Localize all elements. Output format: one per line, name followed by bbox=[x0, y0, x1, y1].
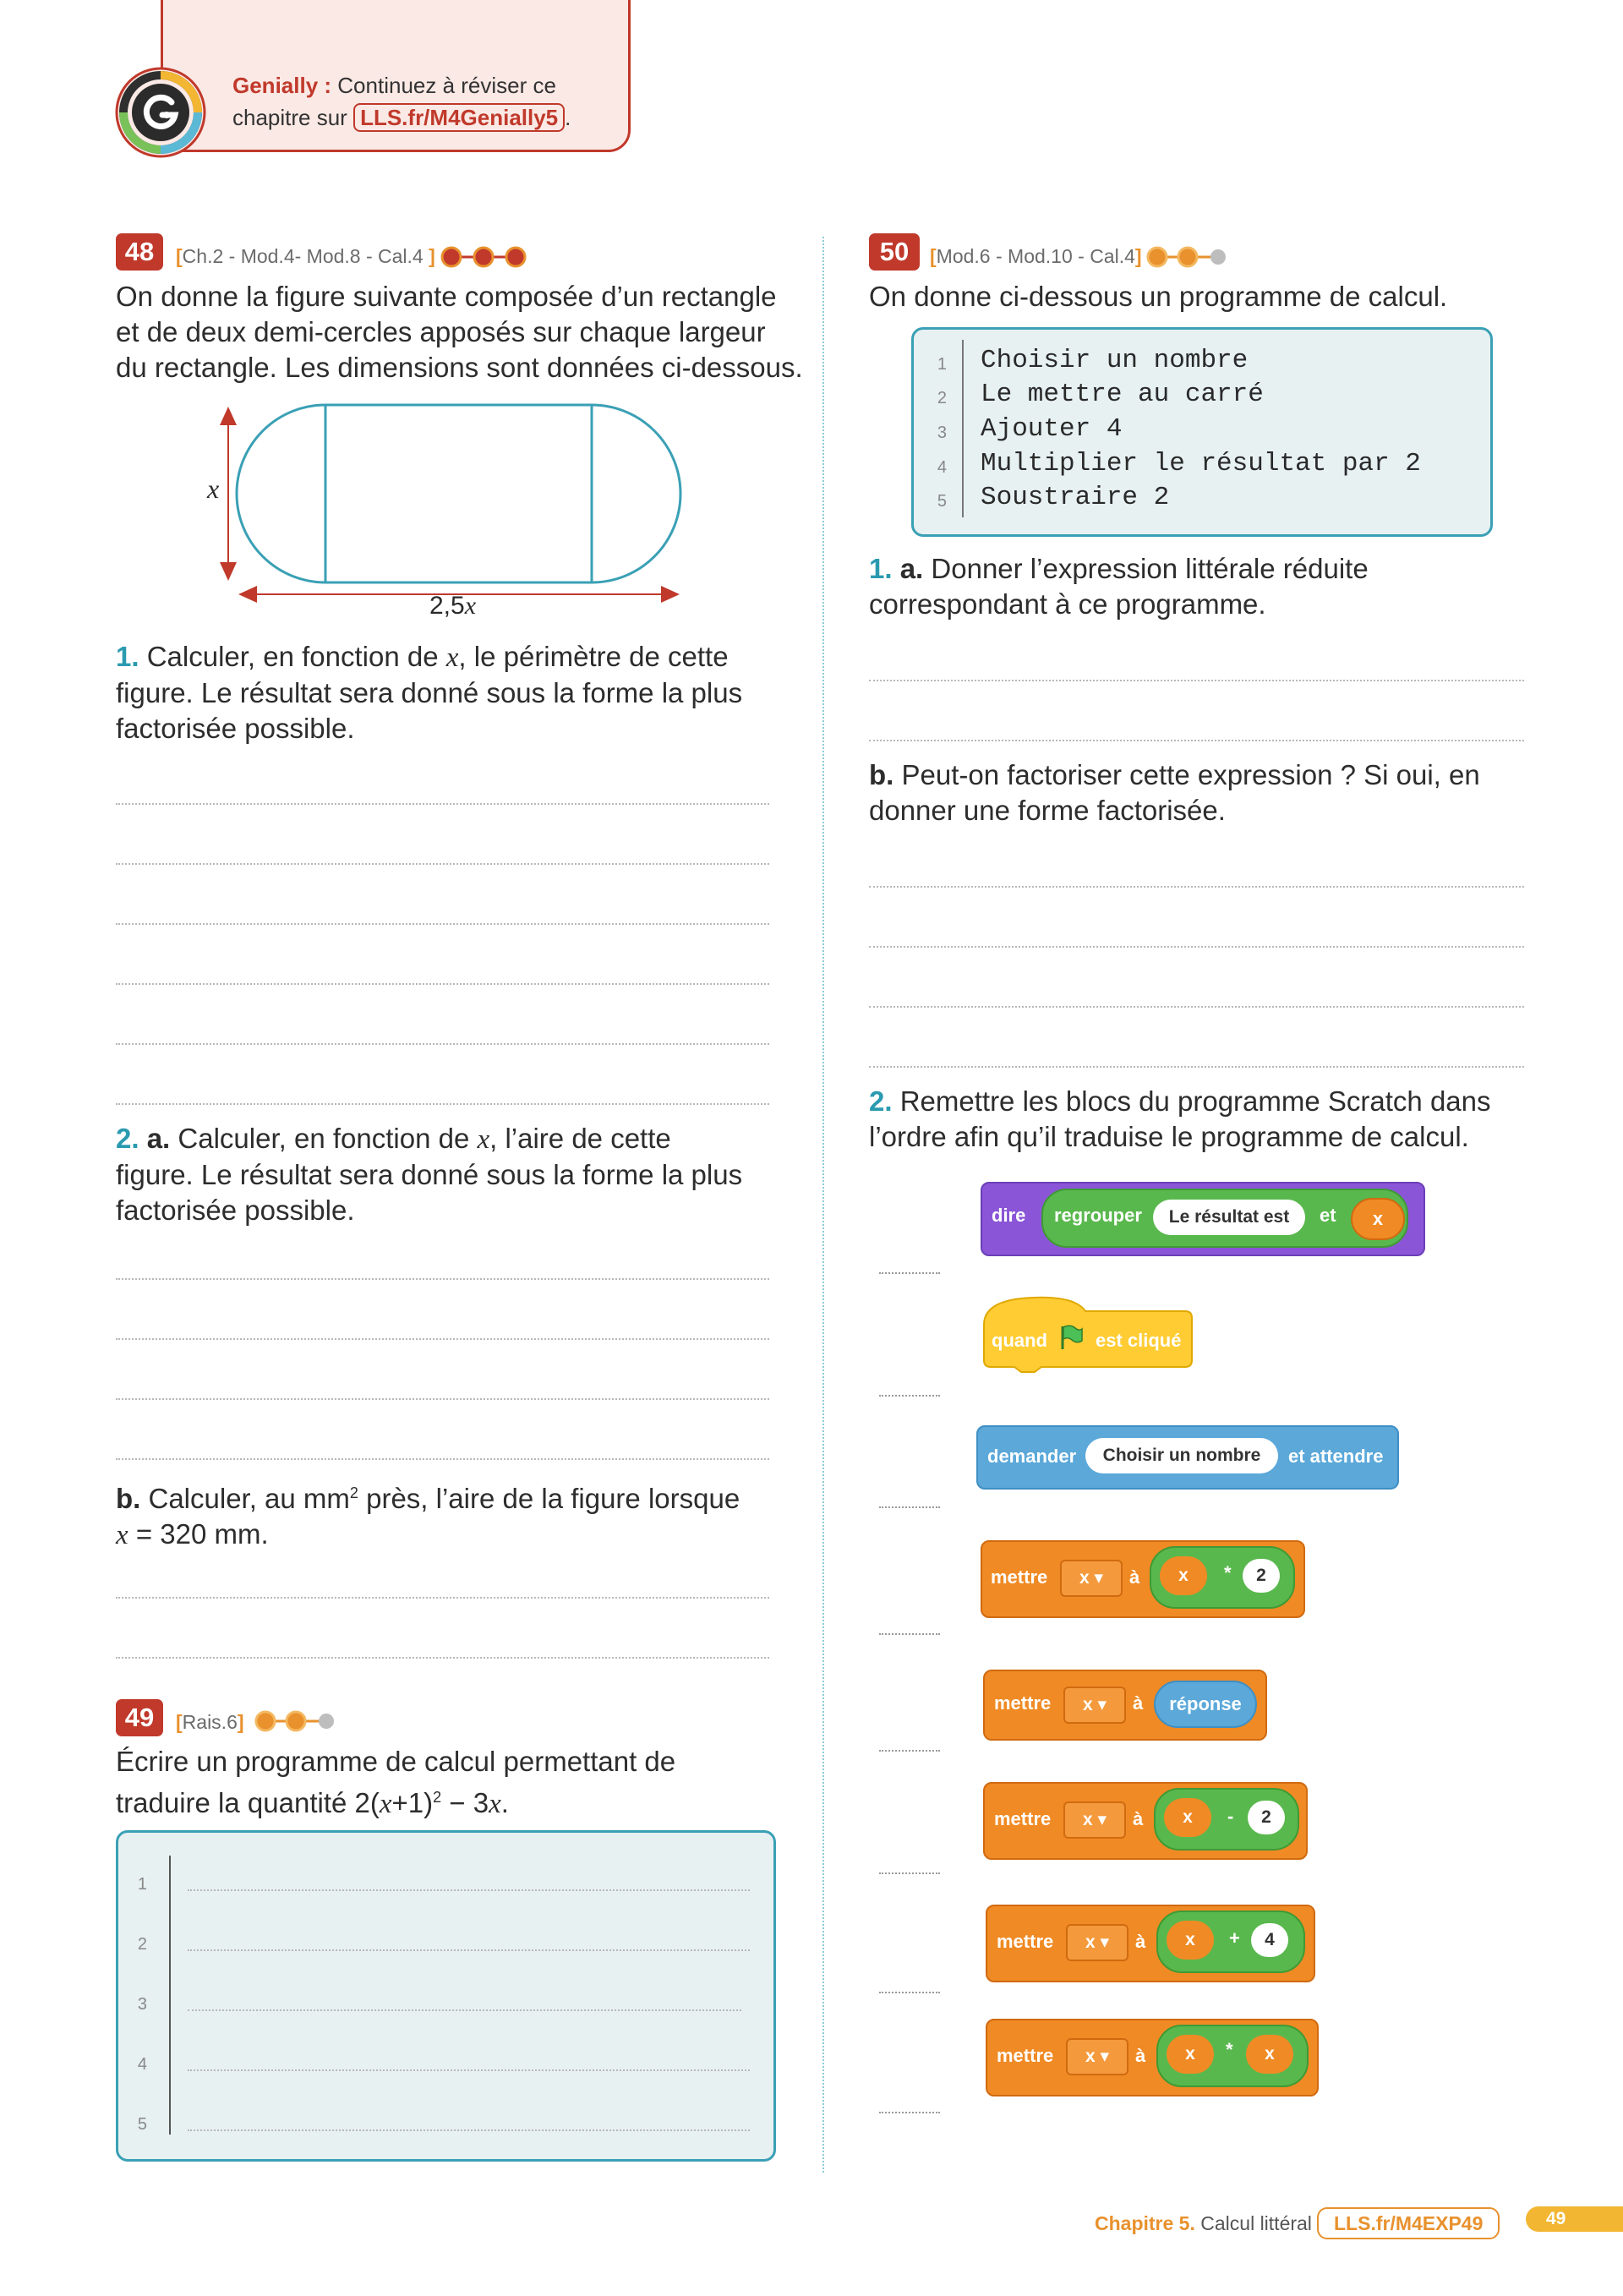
ex49-answer-line-1[interactable] bbox=[188, 1889, 750, 1891]
scratch-set-label-6: mettre bbox=[994, 1808, 1052, 1829]
scratch-op-sign-6: - bbox=[1227, 1806, 1234, 1827]
scratch-clicked-label: est cliqué bbox=[1096, 1330, 1182, 1351]
ex50-q1-line-2: correspondant à ce programme. bbox=[869, 588, 1266, 620]
ex50-difficulty-icon bbox=[1145, 245, 1230, 273]
ex49-tags: [Rais.6] bbox=[176, 1711, 244, 1733]
ex48-intro-line-3: du rectangle. Les dimensions sont données ci-dessous. bbox=[116, 352, 803, 383]
scratch-and-label: et bbox=[1320, 1205, 1336, 1226]
scratch-op-sign: * bbox=[1224, 1562, 1232, 1583]
ex50-program-divider bbox=[962, 340, 964, 517]
scratch-var-dropdown-6[interactable]: x ▾ bbox=[1063, 1801, 1126, 1839]
scratch-set-label-7: mettre bbox=[997, 1931, 1054, 1952]
genially-label: Genially : bbox=[232, 73, 332, 98]
ex48-q2b-answer-line-2[interactable] bbox=[116, 1657, 769, 1659]
column-separator bbox=[822, 237, 824, 2173]
ex50-q1-a: Donner l’expression littérale réduite bbox=[931, 553, 1369, 584]
ex48-badge: 48 bbox=[116, 233, 163, 271]
ex48-q2b-b: près, l’aire de la figure lorsque bbox=[358, 1483, 740, 1514]
scratch-when-label: quand bbox=[992, 1330, 1047, 1351]
ex48-q2-var: x bbox=[477, 1124, 490, 1155]
scratch-answer-reporter: réponse bbox=[1154, 1681, 1257, 1728]
ex50-program-num-1: 1 bbox=[937, 355, 947, 374]
ex49-line-number-3: 3 bbox=[137, 1995, 147, 2014]
scratch-to-label-5: à bbox=[1133, 1692, 1144, 1714]
ex50-q1-letter: a. bbox=[899, 553, 924, 584]
genially-text bbox=[232, 69, 571, 134]
ex49-badge: 49 bbox=[116, 1699, 163, 1736]
ex49-line-number-4: 4 bbox=[137, 2055, 147, 2074]
scratch-answer-slot-3[interactable] bbox=[879, 1506, 940, 1508]
ex50-q1a-answer-line-1[interactable] bbox=[869, 680, 1524, 681]
ex50-q2-a: Remettre les blocs du programme Scratch dans bbox=[899, 1085, 1491, 1117]
ex50-intro: On donne ci-dessous un programme de calcul. bbox=[869, 281, 1448, 312]
ex48-q2b bbox=[116, 1475, 740, 1553]
ex48-q1-answer-line-1[interactable] bbox=[116, 803, 769, 805]
scratch-var-dropdown-8[interactable]: x ▾ bbox=[1066, 2038, 1128, 2075]
ex48-width-var: x bbox=[464, 592, 477, 620]
ex50-q1a-answer-line-2[interactable] bbox=[869, 740, 1524, 741]
ex48-q1-answer-line-5[interactable] bbox=[116, 1043, 769, 1045]
scratch-op-right-8: x bbox=[1246, 2035, 1293, 2074]
ex48-q1-var: x bbox=[445, 642, 459, 673]
ex49-l2-var2: x bbox=[489, 1789, 501, 1819]
ex49-tags-text: Rais.6 bbox=[182, 1711, 238, 1733]
ex50-program-num-4: 4 bbox=[937, 458, 947, 477]
ex49-l2-var1: x bbox=[379, 1789, 392, 1819]
ex48-q1-answer-line-3[interactable] bbox=[116, 923, 769, 925]
ex48-intro-line-1: On donne la figure suivante composée d’un rectangle bbox=[116, 281, 777, 312]
scratch-var-dropdown[interactable]: x ▾ bbox=[1060, 1560, 1123, 1597]
ex48-q1-answer-line-2[interactable] bbox=[116, 863, 769, 865]
ex48-q2-num: 2. bbox=[116, 1123, 139, 1154]
scratch-to-label-6: à bbox=[1133, 1808, 1144, 1829]
ex48-q2a bbox=[116, 1121, 742, 1228]
ex50-program-line-5: Soustraire 2 bbox=[981, 483, 1170, 512]
ex50-badge: 50 bbox=[869, 233, 920, 271]
ex50-q1a bbox=[869, 551, 1369, 622]
ex49-answer-line-2[interactable] bbox=[188, 1949, 750, 1951]
ex50-program-line-2: Le mettre au carré bbox=[981, 380, 1264, 409]
ex48-q2-line-3: factorisée possible. bbox=[116, 1194, 355, 1226]
scratch-say-label: dire bbox=[992, 1205, 1026, 1226]
ex48-q1 bbox=[116, 639, 742, 746]
scratch-to-label: à bbox=[1129, 1566, 1140, 1588]
genially-text-2: chapitre sur bbox=[232, 105, 347, 130]
ex50-program-num-2: 2 bbox=[937, 389, 947, 407]
ex48-q2b-answer-line-1[interactable] bbox=[116, 1597, 769, 1599]
ex48-q1-answer-line-4[interactable] bbox=[116, 983, 769, 985]
ex48-q1-num: 1. bbox=[116, 641, 139, 672]
scratch-var-name: x bbox=[1079, 1568, 1090, 1588]
ex48-q2-letter: a. bbox=[146, 1123, 171, 1154]
ex50-program-line-3: Ajouter 4 bbox=[981, 414, 1123, 444]
ex49-l2-d: . bbox=[500, 1787, 509, 1818]
scratch-to-label-8: à bbox=[1135, 2045, 1146, 2066]
genially-end: . bbox=[565, 105, 571, 130]
ex48-q2b-eq-var: x bbox=[116, 1520, 128, 1550]
scratch-say-text: Le résultat est bbox=[1153, 1200, 1305, 1235]
scratch-var-name-5: x bbox=[1082, 1695, 1093, 1714]
ex50-q2-num: 2. bbox=[869, 1085, 893, 1117]
scratch-join-label: regrouper bbox=[1054, 1205, 1142, 1226]
ex48-q2b-sup: 2 bbox=[349, 1484, 358, 1501]
ex48-q1-a: Calculer, en fonction de bbox=[146, 641, 439, 672]
scratch-ask-text: Choisir un nombre bbox=[1085, 1438, 1278, 1473]
scratch-op-right-7: 4 bbox=[1251, 1923, 1288, 1957]
ex48-q2a-answer-line-3[interactable] bbox=[116, 1398, 769, 1400]
ex48-height-label: x bbox=[207, 473, 220, 504]
ex49-l2-sup: 2 bbox=[433, 1789, 442, 1806]
scratch-var-name-7: x bbox=[1085, 1932, 1096, 1952]
scratch-var-name-6: x bbox=[1082, 1810, 1093, 1829]
ex50-q1b bbox=[869, 757, 1480, 828]
ex48-q2b-eq: = 320 mm. bbox=[128, 1518, 269, 1550]
ex50-q1b-answer-line-2[interactable] bbox=[869, 946, 1524, 948]
footer-chapter-number: Chapitre 5. bbox=[1095, 2212, 1195, 2234]
ex50-program-num-5: 5 bbox=[937, 492, 947, 511]
ex50-q2-line-2: l’ordre afin qu’il traduise le programme de calcul. bbox=[869, 1121, 1469, 1152]
ex48-intro bbox=[116, 279, 803, 385]
ex48-difficulty-icon bbox=[440, 245, 528, 273]
ex49-answer-line-4[interactable] bbox=[188, 2069, 750, 2071]
scratch-answer-slot-1[interactable] bbox=[879, 1272, 940, 1274]
ex49-line-number-5: 5 bbox=[137, 2115, 147, 2134]
ex48-q2b-a: Calculer, au mm bbox=[148, 1483, 350, 1514]
ex50-q1b-answer-line-4[interactable] bbox=[869, 1066, 1524, 1068]
ex50-program-num-3: 3 bbox=[937, 424, 947, 442]
genially-logo-icon bbox=[114, 66, 207, 163]
scratch-answer-slot-6[interactable] bbox=[879, 1872, 940, 1874]
ex49-l2-b: +1) bbox=[391, 1787, 434, 1818]
ex50-program-line-4: Multiplier le résultat par 2 bbox=[981, 449, 1421, 478]
ex49-line-1: Écrire un programme de calcul permettant de bbox=[116, 1746, 676, 1777]
scratch-answer-slot-2[interactable] bbox=[879, 1395, 940, 1397]
scratch-op-left-7: x bbox=[1167, 1921, 1214, 1960]
ex49-answer-line-5[interactable] bbox=[188, 2129, 750, 2131]
genially-text-1: Continuez à réviser ce bbox=[337, 73, 556, 98]
ex48-width-label bbox=[429, 592, 476, 620]
ex48-q1-line-2: figure. Le résultat sera donné sous la forme la plus bbox=[116, 677, 743, 708]
ex49-l2-a: traduire la quantité 2( bbox=[116, 1787, 380, 1818]
ex49-l2-c: − 3 bbox=[441, 1787, 489, 1818]
scratch-set-label-5: mettre bbox=[994, 1692, 1052, 1714]
ex48-width-num: 2,5 bbox=[429, 592, 465, 620]
scratch-answer-slot-4[interactable] bbox=[879, 1633, 940, 1635]
ex48-q1-answer-line-6[interactable] bbox=[116, 1103, 769, 1105]
ex48-tags: [Ch.2 - Mod.4- Mod.8 - Cal.4 ] bbox=[176, 245, 435, 267]
ex48-q2a-answer-line-2[interactable] bbox=[116, 1338, 769, 1340]
ex50-q1b-answer-line-3[interactable] bbox=[869, 1006, 1524, 1008]
scratch-ask-label: demander bbox=[987, 1446, 1077, 1467]
ex48-q2a-answer-line-4[interactable] bbox=[116, 1458, 769, 1460]
ex50-q1b-a: Peut-on factoriser cette expression ? Si oui, en bbox=[901, 759, 1480, 790]
ex48-tags-text: Ch.2 - Mod.4- Mod.8 - Cal.4 bbox=[182, 245, 424, 267]
ex50-q2 bbox=[869, 1084, 1491, 1155]
footer-chapter bbox=[1095, 2206, 1312, 2240]
ex49-statement bbox=[116, 1744, 675, 1822]
footer-chapter-title: Calcul littéral bbox=[1200, 2212, 1312, 2234]
scratch-op-sign-8: * bbox=[1226, 2039, 1233, 2060]
ex49-difficulty-icon bbox=[254, 1709, 338, 1737]
ex48-q2-line-2: figure. Le résultat sera donné sous la forme la plus bbox=[116, 1159, 743, 1190]
ex50-program-line-1: Choisir un nombre bbox=[981, 346, 1249, 375]
scratch-answer-slot-7[interactable] bbox=[879, 1992, 940, 1993]
ex49-line-number-2: 2 bbox=[137, 1935, 147, 1954]
ex50-tags: [Mod.6 - Mod.10 - Cal.4] bbox=[930, 245, 1142, 267]
scratch-set-label: mettre bbox=[991, 1566, 1048, 1588]
ex50-q1b-answer-line-1[interactable] bbox=[869, 886, 1524, 888]
ex48-q2-a: Calculer, en fonction de bbox=[178, 1123, 470, 1154]
ex49-program-box bbox=[116, 1830, 776, 2162]
ex48-q2a-answer-line-1[interactable] bbox=[116, 1278, 769, 1280]
ex50-tags-text: Mod.6 - Mod.10 - Cal.4 bbox=[936, 245, 1135, 267]
footer-page-number: 49 bbox=[1526, 2206, 1623, 2232]
scratch-answer-slot-8[interactable] bbox=[879, 2112, 940, 2113]
green-flag-icon bbox=[1058, 1324, 1084, 1355]
scratch-say-var: x bbox=[1351, 1198, 1405, 1240]
ex48-q2-b: , l’aire de cette bbox=[489, 1123, 671, 1154]
ex49-box-divider bbox=[169, 1856, 171, 2135]
ex48-q1-b: , le périmètre de cette bbox=[458, 641, 729, 672]
ex49-line-number-1: 1 bbox=[137, 1875, 147, 1894]
scratch-answer-slot-5[interactable] bbox=[879, 1750, 940, 1752]
ex50-q1b-line-2: donner une forme factorisée. bbox=[869, 795, 1226, 826]
scratch-var-dropdown-5[interactable]: x ▾ bbox=[1063, 1686, 1126, 1724]
ex48-intro-line-2: et de deux demi-cercles apposés sur chaque largeur bbox=[116, 316, 766, 347]
ex49-answer-line-3[interactable] bbox=[188, 2009, 741, 2011]
scratch-var-dropdown-7[interactable]: x ▾ bbox=[1066, 1924, 1128, 1961]
ex48-q2b-letter: b. bbox=[116, 1483, 141, 1514]
scratch-op-sign-7: + bbox=[1229, 1927, 1240, 1949]
scratch-op-left-8: x bbox=[1167, 2035, 1214, 2074]
scratch-to-label-7: à bbox=[1135, 1931, 1146, 1952]
ex50-q1b-letter: b. bbox=[869, 759, 894, 790]
scratch-op-left: x bbox=[1160, 1556, 1207, 1595]
scratch-wait-label: et attendre bbox=[1288, 1446, 1384, 1467]
genially-link[interactable]: LLS.fr/M4Genially5 bbox=[353, 103, 565, 132]
ex48-q1-line-3: factorisée possible. bbox=[116, 713, 355, 744]
scratch-set-label-8: mettre bbox=[997, 2045, 1054, 2066]
scratch-op-right-6: 2 bbox=[1248, 1801, 1285, 1834]
scratch-var-name-8: x bbox=[1085, 2047, 1096, 2066]
scratch-op-right: 2 bbox=[1243, 1559, 1280, 1593]
ex50-q1-num: 1. bbox=[869, 553, 893, 584]
footer-link[interactable]: LLS.fr/M4EXP49 bbox=[1317, 2207, 1500, 2239]
scratch-op-left-6: x bbox=[1164, 1798, 1211, 1837]
